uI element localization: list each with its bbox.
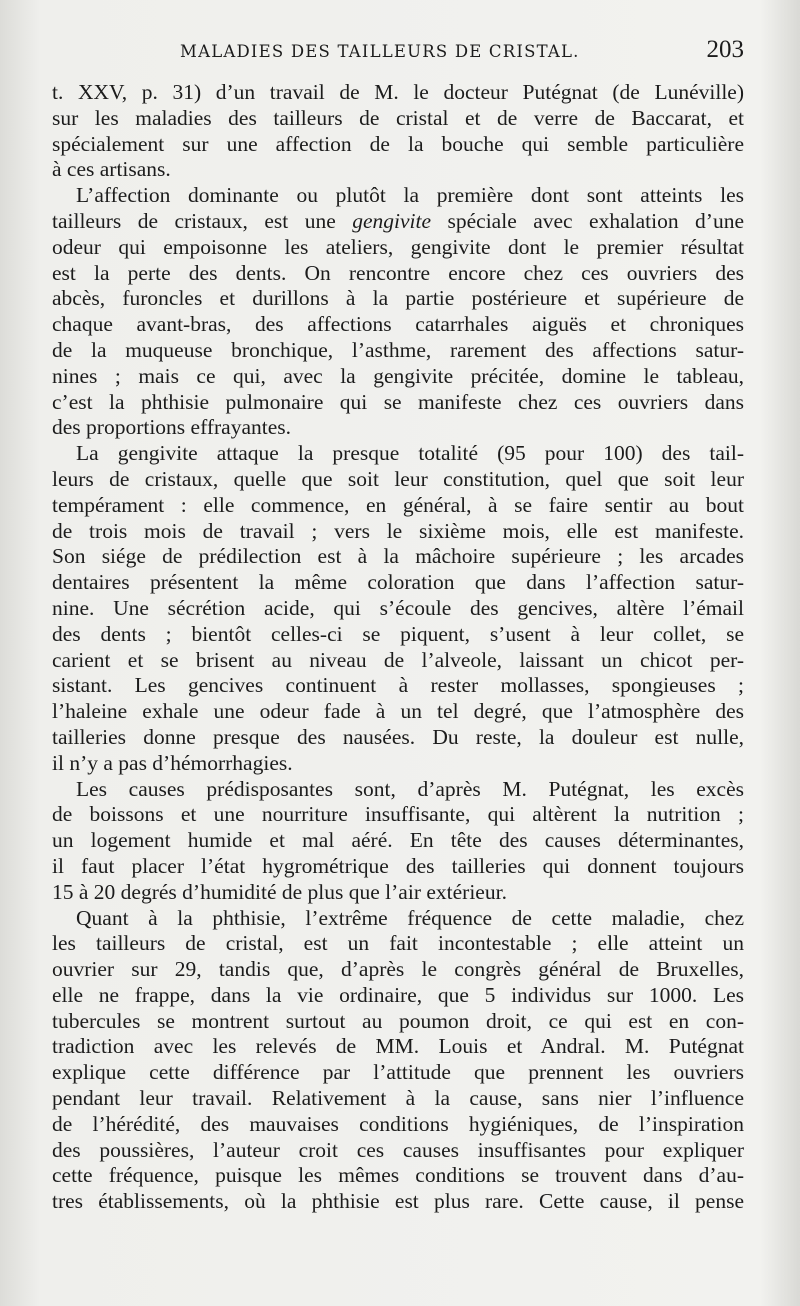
- text-line: il faut placer l’état hygrométrique des tailleries qui donnent toujours: [52, 853, 744, 878]
- text-line: c’est la phthisie pulmonaire qui se manifeste chez ces ouvriers dans: [52, 389, 744, 414]
- text-line: des poussières, l’auteur croit ces causes insuffisantes pour expliquer: [52, 1137, 744, 1162]
- text-line: 15 à 20 degrés d’humidité de plus que l’air extérieur.: [52, 879, 507, 904]
- text-line: Quant à la phthisie, l’extrême fréquence de cette maladie, chez: [76, 905, 744, 930]
- paragraph: [52, 80, 744, 183]
- text-line: spécialement sur une affection de la bouche qui semble particulière: [52, 131, 744, 156]
- text-line: sur les maladies des tailleurs de cristal et de verre de Baccarat, et: [52, 105, 744, 130]
- page-number: 203: [706, 36, 744, 63]
- text-segment: tailleurs de cristaux, est une: [52, 208, 336, 233]
- text-line: de l’hérédité, des mauvaises conditions hygiéniques, de l’inspiration: [52, 1111, 744, 1136]
- text-line: abcès, furoncles et durillons à la partie postérieure et supérieure de: [52, 286, 744, 311]
- text-line: à ces artisans.: [52, 157, 171, 182]
- text-line: il n’y a pas d’hémorrhagies.: [52, 750, 293, 775]
- text-line: explique cette différence par l’attitude que prennent les ouvriers: [52, 1060, 744, 1085]
- text-line: l’haleine exhale une odeur fade à un tel degré, que l’atmosphère des: [52, 699, 744, 724]
- text-line: tailleries donne presque des nausées. Du reste, la douleur est nulle,: [52, 724, 744, 749]
- text-line: un logement humide et mal aéré. En tête des causes déterminantes,: [52, 828, 744, 853]
- text-line: de boissons et une nourriture insuffisante, qui altèrent la nutrition ;: [52, 802, 744, 827]
- text-line: L’affection dominante ou plutôt la première dont sont atteints les: [76, 183, 744, 208]
- text-line: de trois mois de travail ; vers le sixième mois, elle est manifeste.: [52, 518, 744, 543]
- text-line: les tailleurs de cristal, est un fait incontestable ; elle atteint un: [52, 931, 744, 956]
- text-line: tempérament : elle commence, en général, à se faire sentir au bout: [52, 492, 744, 517]
- text-line: nine. Une sécrétion acide, qui s’écoule des gencives, altère l’émail: [52, 595, 744, 620]
- text-line-with-italic: [52, 209, 744, 235]
- text-line: sistant. Les gencives continuent à rester mollasses, spongieuses ;: [52, 673, 744, 698]
- text-line: tradiction avec les relevés de MM. Louis et Andral. M. Putégnat: [52, 1034, 744, 1059]
- text-line: tres établissements, où la phthisie est plus rare. Cette cause, il pense: [52, 1189, 744, 1214]
- text-line: nines ; mais ce qui, avec la gengivite précitée, domine le tableau,: [52, 363, 744, 388]
- text-line: leurs de cristaux, quelle que soit leur constitution, quel que soit leur: [52, 466, 744, 491]
- running-title: MALADIES DES TAILLEURS DE CRISTAL.: [180, 42, 580, 61]
- text-line: pendant leur travail. Relativement à la cause, sans nier l’influence: [52, 1086, 744, 1111]
- text-line: des dents ; bientôt celles-ci se piquent, s’usent à leur collet, se: [52, 621, 744, 646]
- text-line: tubercules se montrent surtout au poumon droit, ce qui est en con-: [52, 1008, 744, 1033]
- page-header: [60, 36, 744, 72]
- text-line: t. XXV, p. 31) d’un travail de M. le docteur Putégnat (de Lunéville): [52, 80, 744, 104]
- text-line: est la perte des dents. On rencontre encore chez ces ouvriers des: [52, 260, 744, 285]
- body-text: [52, 80, 744, 1215]
- text-line: chaque avant-bras, des affections catarrhales aiguës et chroniques: [52, 312, 744, 337]
- paragraph: [52, 441, 744, 776]
- text-line: dentaires présentent la même coloration que dans l’affection satur-: [52, 570, 744, 595]
- paragraph: [52, 777, 744, 906]
- text-line: La gengivite attaque la presque totalité (95 pour 100) des tail-: [76, 441, 744, 466]
- text-segment: spéciale avec exhalation d’une: [447, 208, 744, 233]
- text-line: de la muqueuse bronchique, l’asthme, rarement des affections satur-: [52, 337, 744, 362]
- text-line: ouvrier sur 29, tandis que, d’après le congrès général de Bruxelles,: [52, 957, 744, 982]
- text-line: carient et se brisent au niveau de l’alveole, laissant un chicot per-: [52, 647, 744, 672]
- text-line: des proportions effrayantes.: [52, 415, 292, 440]
- paragraph: [52, 906, 744, 1216]
- text-line: odeur qui empoisonne les ateliers, gengivite dont le premier résultat: [52, 234, 744, 259]
- text-line: cette fréquence, puisque les mêmes conditions se trouvent dans d’au-: [52, 1163, 744, 1188]
- paragraph: [52, 183, 744, 441]
- text-line: Son siége de prédilection est à la mâchoire supérieure ; les arcades: [52, 544, 744, 569]
- text-line: Les causes prédisposantes sont, d’après M. Putégnat, les excès: [76, 776, 744, 801]
- italic-term: gengivite: [352, 208, 432, 233]
- text-line: elle ne frappe, dans la vie ordinaire, que 5 individus sur 1000. Les: [52, 982, 744, 1007]
